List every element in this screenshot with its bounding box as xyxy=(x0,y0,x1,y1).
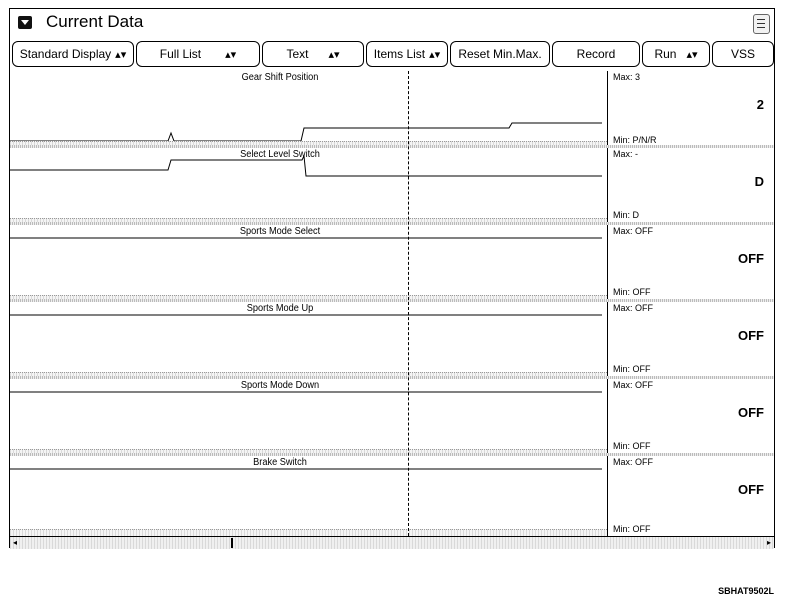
signal-trace xyxy=(10,379,607,456)
items-list-select[interactable] xyxy=(366,41,448,67)
min-value: Min: D xyxy=(613,210,640,220)
graph-panel-sports-mode-up xyxy=(10,302,774,379)
plot-area[interactable] xyxy=(10,302,607,379)
max-value: Max: OFF xyxy=(613,303,653,313)
toolbar xyxy=(10,41,774,69)
plot-area[interactable] xyxy=(10,456,607,536)
plot-area[interactable] xyxy=(10,148,607,225)
graph-label: Select Level Switch xyxy=(240,149,320,160)
record-label: Record xyxy=(576,47,616,61)
graph-label: Gear Shift Position xyxy=(241,72,319,83)
current-value: OFF xyxy=(738,328,764,343)
panel-divider xyxy=(607,148,608,225)
scroll-thumb[interactable] xyxy=(231,538,233,548)
graph-label: Sports Mode Up xyxy=(246,303,314,314)
graph-panel-sports-mode-down xyxy=(10,379,774,456)
reset-minmax-label: Reset Min.Max. xyxy=(458,47,542,61)
menu-icon[interactable] xyxy=(753,14,770,34)
graph-area xyxy=(10,71,774,536)
title-bar xyxy=(10,9,774,37)
window-title: Current Data xyxy=(46,12,144,31)
min-value: Min: OFF xyxy=(613,364,651,374)
min-value: Min: OFF xyxy=(613,524,651,534)
run-label: Run xyxy=(654,47,677,61)
standard-display-label: Standard Display xyxy=(19,47,112,61)
max-value: Max: - xyxy=(613,149,639,159)
graph-panel-select-level-switch xyxy=(10,148,774,225)
min-value: Min: OFF xyxy=(613,287,651,297)
time-cursor[interactable] xyxy=(408,71,409,536)
signal-trace xyxy=(10,71,607,148)
panel-divider xyxy=(607,379,608,456)
signal-trace xyxy=(10,148,607,225)
graph-panel-brake-switch xyxy=(10,456,774,536)
updown-arrow-icon: ▴▾ xyxy=(328,48,340,61)
panel-divider xyxy=(607,71,608,148)
full-list-label: Full List xyxy=(159,47,202,61)
max-value: Max: OFF xyxy=(613,380,653,390)
max-value: Max: 3 xyxy=(613,72,641,82)
updown-arrow-icon: ▴▾ xyxy=(686,48,698,61)
vss-button[interactable] xyxy=(712,41,774,67)
vss-label: VSS xyxy=(730,47,755,61)
graph-panel-sports-mode-select xyxy=(10,225,774,302)
updown-arrow-icon: ▴▾ xyxy=(429,48,441,61)
collapse-triangle-icon[interactable] xyxy=(18,16,32,29)
graph-label: Sports Mode Down xyxy=(240,380,320,391)
text-select[interactable] xyxy=(262,41,364,67)
signal-trace xyxy=(10,456,607,536)
graph-label: Sports Mode Select xyxy=(239,226,321,237)
reset-minmax-button[interactable] xyxy=(450,41,550,67)
scroll-right-icon[interactable]: ▸ xyxy=(766,538,771,547)
current-value: D xyxy=(754,174,764,189)
standard-display-select[interactable] xyxy=(12,41,134,67)
plot-area[interactable] xyxy=(10,71,607,148)
figure-caption: SBHAT9502L xyxy=(718,586,774,596)
panel-divider xyxy=(607,225,608,302)
current-value: OFF xyxy=(738,405,764,420)
signal-trace xyxy=(10,302,607,379)
current-data-window xyxy=(9,8,775,548)
current-value: OFF xyxy=(738,251,764,266)
updown-arrow-icon: ▴▾ xyxy=(225,48,237,61)
max-value: Max: OFF xyxy=(613,457,653,467)
min-value: Min: P/N/R xyxy=(613,135,657,145)
scroll-left-icon[interactable]: ◂ xyxy=(12,538,17,547)
updown-arrow-icon: ▴▾ xyxy=(115,48,127,61)
record-button[interactable] xyxy=(552,41,640,67)
signal-trace xyxy=(10,225,607,302)
graph-panel-gear-shift-position xyxy=(10,71,774,148)
plot-area[interactable] xyxy=(10,379,607,456)
panel-divider xyxy=(607,302,608,379)
max-value: Max: OFF xyxy=(613,226,653,236)
full-list-select[interactable] xyxy=(136,41,260,67)
plot-area[interactable] xyxy=(10,225,607,302)
current-value: OFF xyxy=(738,482,764,497)
horizontal-scrollbar[interactable] xyxy=(10,536,774,549)
run-select[interactable] xyxy=(642,41,710,67)
current-value: 2 xyxy=(756,97,764,112)
panel-divider xyxy=(607,456,608,536)
min-value: Min: OFF xyxy=(613,441,651,451)
text-label: Text xyxy=(286,47,309,61)
graph-label: Brake Switch xyxy=(253,457,307,468)
time-ruler xyxy=(10,529,607,536)
items-list-label: Items List xyxy=(373,47,426,61)
